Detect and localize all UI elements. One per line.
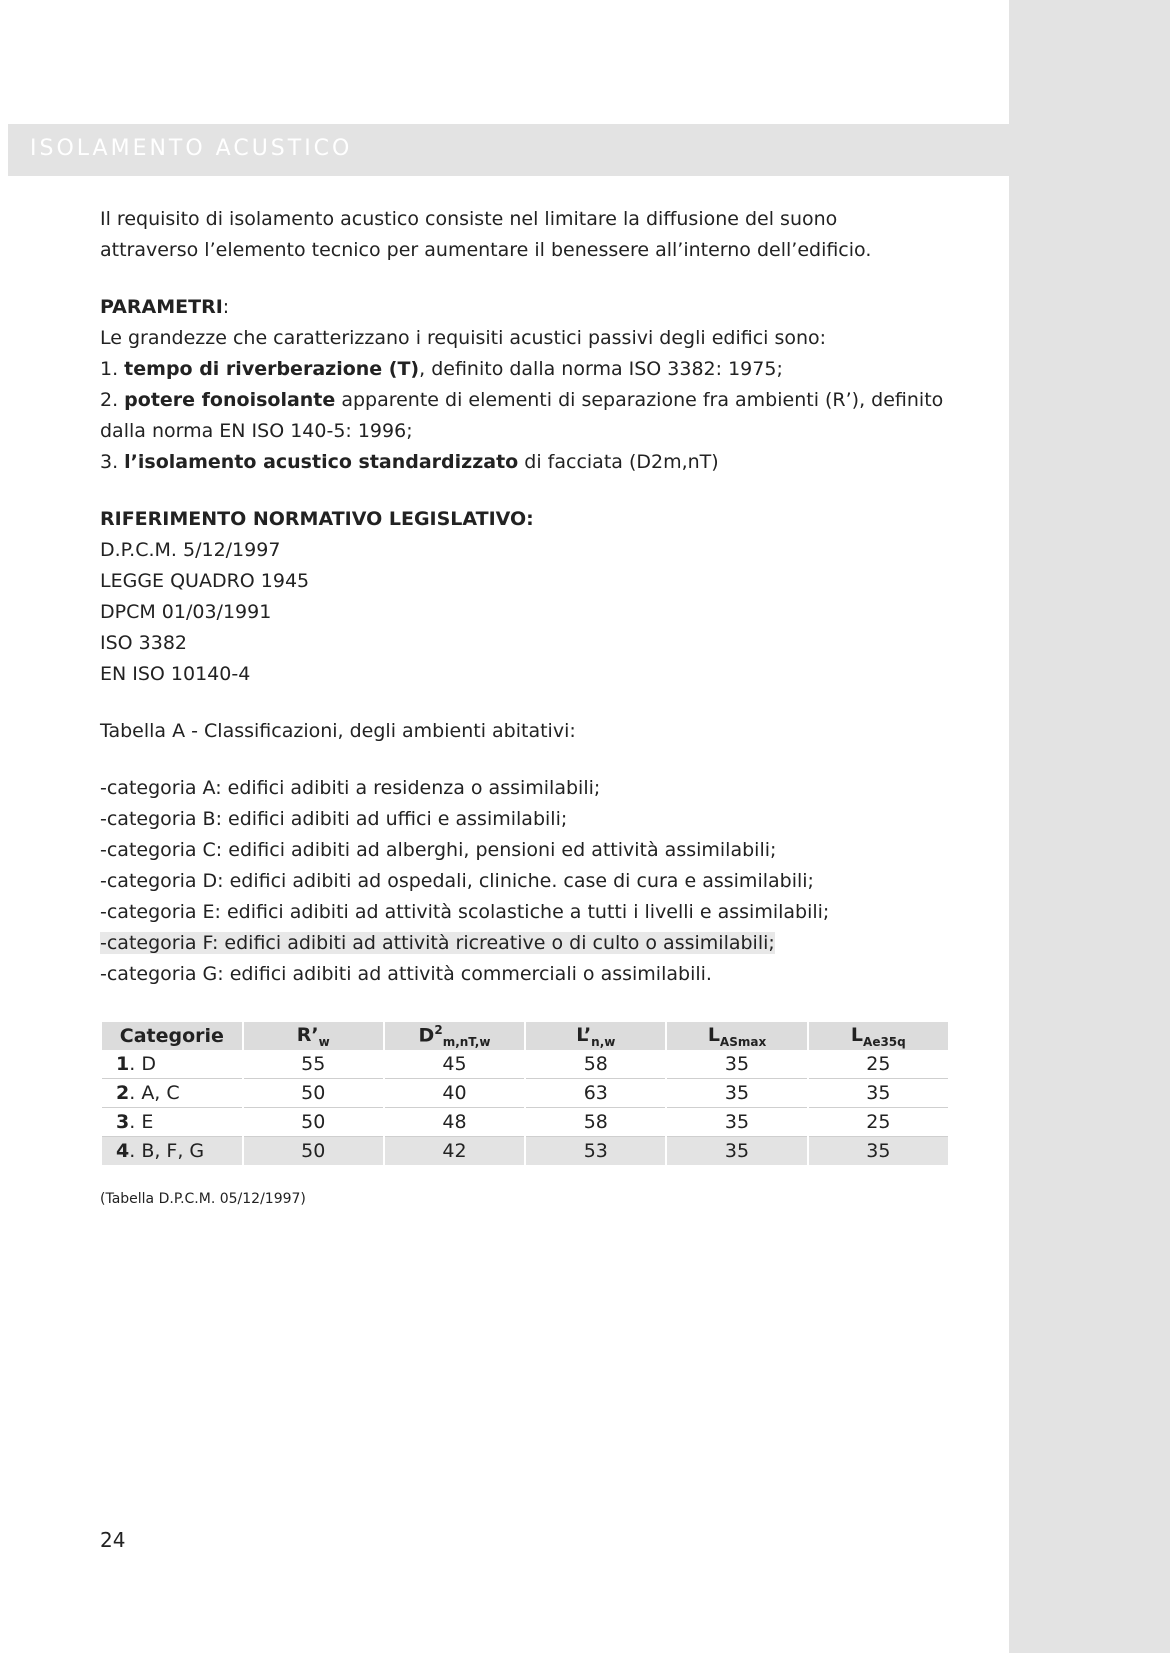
riferimento-item: DPCM 01/03/1991 [100, 601, 272, 623]
riferimento-item: ISO 3382 [100, 632, 188, 654]
header-lae35q: $L_{Ae35q}$ [809, 1022, 948, 1050]
item-text: di facciata (D2m,nT) [518, 451, 719, 473]
parametri-lead: Le grandezze che caratterizzano i requisiti acustici passivi degli edifici sono: [100, 327, 827, 349]
categoria-item-highlighted [100, 928, 960, 959]
page-number: 24 [100, 1528, 126, 1552]
requirements-table [100, 1022, 950, 1165]
item-term: l’isolamento acustico standardizzato [124, 451, 519, 473]
item-number: 3. [100, 451, 125, 473]
cell-value: 50 [244, 1079, 383, 1108]
table-row [102, 1050, 948, 1079]
item-number: 1. [100, 358, 125, 380]
cell-categoria: 1. D [102, 1050, 242, 1079]
section-header [8, 124, 1170, 176]
item-number: 2. [100, 389, 125, 411]
item-term: potere fonoisolante [124, 389, 336, 411]
intro-line-1: Il requisito di isolamento acustico consiste nel limitare la diffusione del suono [100, 208, 838, 230]
categoria-item: -categoria G: edifici adibiti ad attività commerciali o assimilabili. [100, 963, 712, 985]
main-content [100, 204, 960, 990]
parametri-item-1 [100, 354, 960, 385]
table-row [102, 1137, 948, 1165]
riferimento-item: EN ISO 10140-4 [100, 663, 251, 685]
cell-value: 35 [667, 1050, 806, 1079]
cell-value: 42 [385, 1137, 524, 1165]
parametri-item-3 [100, 447, 960, 478]
cell-categoria: 3. E [102, 1108, 242, 1137]
cell-value: 63 [526, 1079, 665, 1108]
cell-value: 50 [244, 1108, 383, 1137]
cell-categoria: 4. B, F, G [102, 1137, 242, 1165]
cell-value: 25 [809, 1108, 948, 1137]
intro-line-2: attraverso l’elemento tecnico per aumentare il benessere all’interno dell’edificio. [100, 239, 872, 261]
item-term: tempo di riverberazione (T) [124, 358, 420, 380]
cell-value: 55 [244, 1050, 383, 1079]
header-categorie: Categorie [102, 1022, 242, 1050]
cell-categoria: 2. A, C [102, 1079, 242, 1108]
table-header-row [102, 1022, 948, 1050]
parametri-item-2 [100, 385, 960, 416]
riferimento-item: D.P.C.M. 5/12/1997 [100, 539, 281, 561]
table-row [102, 1108, 948, 1137]
categoria-item: -categoria D: edifici adibiti ad ospedali, cliniche. case di cura e assimilabili; [100, 870, 814, 892]
parametri-item-2-cont: dalla norma EN ISO 140-5: 1996; [100, 420, 413, 442]
categoria-item: -categoria A: edifici adibiti a residenza o assimilabili; [100, 777, 601, 799]
header-lasmax: $L_{ASmax}$ [667, 1022, 806, 1050]
parametri-heading-text: PARAMETRI [100, 296, 223, 318]
cell-value: 58 [526, 1050, 665, 1079]
tabella-a-title: Tabella A - Classificazioni, degli ambienti abitativi: [100, 720, 576, 742]
cell-value: 50 [244, 1137, 383, 1165]
cell-value: 35 [809, 1079, 948, 1108]
cell-value: 25 [809, 1050, 948, 1079]
item-text: apparente di elementi di separazione fra ambienti (R’), definito [335, 389, 944, 411]
cell-value: 40 [385, 1079, 524, 1108]
header-d2mntw: $D^2_{m,nT,w}$ [385, 1022, 524, 1050]
parametri-heading-suffix: : [222, 296, 230, 318]
cell-value: 53 [526, 1137, 665, 1165]
cell-value: 45 [385, 1050, 524, 1079]
categoria-item: -categoria C: edifici adibiti ad alberghi, pensioni ed attività assimilabili; [100, 839, 777, 861]
side-band [1009, 0, 1170, 1653]
section-title: ISOLAMENTO ACUSTICO [30, 136, 353, 161]
table-source-note: (Tabella D.P.C.M. 05/12/1997) [100, 1191, 306, 1207]
header-lnw: $L’_{n,w}$ [526, 1022, 665, 1050]
riferimento-heading: RIFERIMENTO NORMATIVO LEGISLATIVO: [100, 508, 534, 530]
parametri-heading [100, 292, 960, 323]
riferimento-item: LEGGE QUADRO 1945 [100, 570, 310, 592]
cell-value: 35 [667, 1137, 806, 1165]
table-row [102, 1079, 948, 1108]
highlighted-text: -categoria F: edifici adibiti ad attività ricreative o di culto o assimilabili; [100, 932, 775, 954]
categoria-item: -categoria B: edifici adibiti ad uffici e assimilabili; [100, 808, 568, 830]
cell-value: 35 [667, 1108, 806, 1137]
categoria-item: -categoria E: edifici adibiti ad attività scolastiche a tutti i livelli e assimilabili; [100, 901, 830, 923]
cell-value: 35 [667, 1079, 806, 1108]
item-text: , definito dalla norma ISO 3382: 1975; [419, 358, 783, 380]
cell-value: 35 [809, 1137, 948, 1165]
header-rw: $R’_w$ [244, 1022, 383, 1050]
cell-value: 58 [526, 1108, 665, 1137]
cell-value: 48 [385, 1108, 524, 1137]
